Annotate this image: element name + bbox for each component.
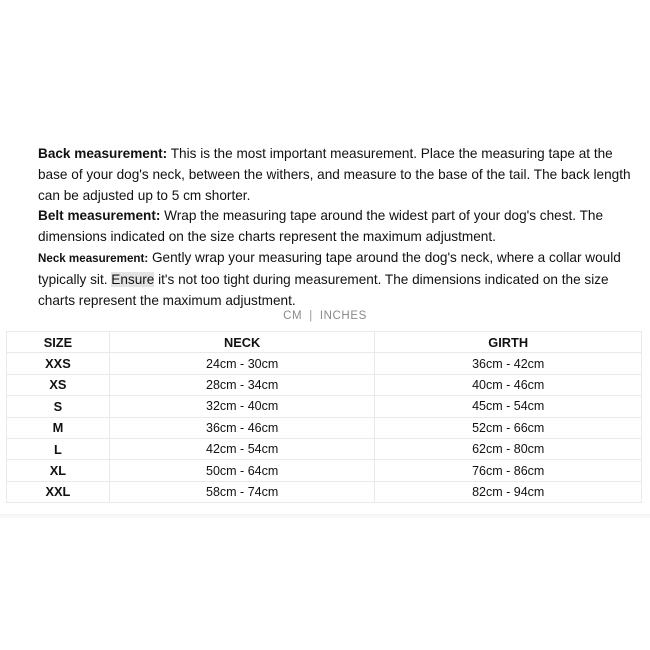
girth-cell: 62cm - 80cm bbox=[375, 438, 642, 459]
unit-inches-option[interactable]: INCHES bbox=[319, 310, 367, 322]
size-cell: S bbox=[7, 396, 110, 417]
table-row bbox=[7, 481, 642, 502]
size-cell: XL bbox=[7, 460, 110, 481]
unit-cm-option[interactable]: CM bbox=[283, 310, 303, 322]
back-measurement-label: Back measurement: bbox=[38, 146, 168, 161]
neck-cell: 32cm - 40cm bbox=[109, 396, 375, 417]
neck-measurement-label: Neck measurement: bbox=[38, 251, 149, 265]
girth-cell: 76cm - 86cm bbox=[375, 460, 642, 481]
table-row bbox=[7, 438, 642, 459]
girth-cell: 36cm - 42cm bbox=[375, 353, 642, 374]
size-cell: M bbox=[7, 417, 110, 438]
table-row bbox=[7, 460, 642, 481]
table-row bbox=[7, 417, 642, 438]
highlighted-word: Ensure bbox=[111, 271, 155, 287]
girth-cell: 52cm - 66cm bbox=[375, 417, 642, 438]
back-measurement-text: This is the most important measurement. Place the measuring tape at the base of your dog's neck, between the withers, and measure to the base of the tail. The back length can be adjusted up to 5 cm shorter. bbox=[38, 146, 631, 203]
table-header-row bbox=[7, 332, 642, 353]
girth-cell: 82cm - 94cm bbox=[375, 481, 642, 502]
size-cell: XXL bbox=[7, 481, 110, 502]
unit-separator: | bbox=[309, 310, 313, 322]
measurement-instructions bbox=[38, 144, 638, 311]
table-row bbox=[7, 374, 642, 395]
neck-measurement-text-after: it's not too tight during measurement. The dimensions indicated on the size charts represent the maximum adjustment. bbox=[38, 271, 609, 308]
neck-cell: 28cm - 34cm bbox=[109, 374, 375, 395]
neck-cell: 24cm - 30cm bbox=[109, 353, 375, 374]
header-size: SIZE bbox=[7, 332, 110, 353]
neck-measurement-paragraph bbox=[38, 248, 638, 311]
size-cell: XXS bbox=[7, 353, 110, 374]
belt-measurement-paragraph bbox=[38, 206, 638, 248]
size-cell: XS bbox=[7, 374, 110, 395]
size-cell: L bbox=[7, 438, 110, 459]
girth-cell: 45cm - 54cm bbox=[375, 396, 642, 417]
neck-measurement-text-before: Gently wrap your measuring tape around the dog's neck, where a collar would typically sit. bbox=[38, 249, 621, 287]
neck-cell: 58cm - 74cm bbox=[109, 481, 375, 502]
table-row bbox=[7, 353, 642, 374]
neck-cell: 50cm - 64cm bbox=[109, 460, 375, 481]
header-neck: NECK bbox=[109, 332, 375, 353]
header-girth: GIRTH bbox=[375, 332, 642, 353]
neck-cell: 42cm - 54cm bbox=[109, 438, 375, 459]
size-chart-table bbox=[6, 331, 642, 503]
back-measurement-paragraph bbox=[38, 144, 638, 206]
belt-measurement-label: Belt measurement: bbox=[38, 208, 161, 224]
belt-measurement-text: Wrap the measuring tape around the widest part of your dog's chest. The dimensions indicated on the size charts represent the maximum adjustment. bbox=[38, 208, 604, 245]
section-divider bbox=[0, 514, 650, 518]
table-row bbox=[7, 396, 642, 417]
unit-toggle bbox=[0, 310, 650, 322]
neck-cell: 36cm - 46cm bbox=[109, 417, 375, 438]
girth-cell: 40cm - 46cm bbox=[375, 374, 642, 395]
